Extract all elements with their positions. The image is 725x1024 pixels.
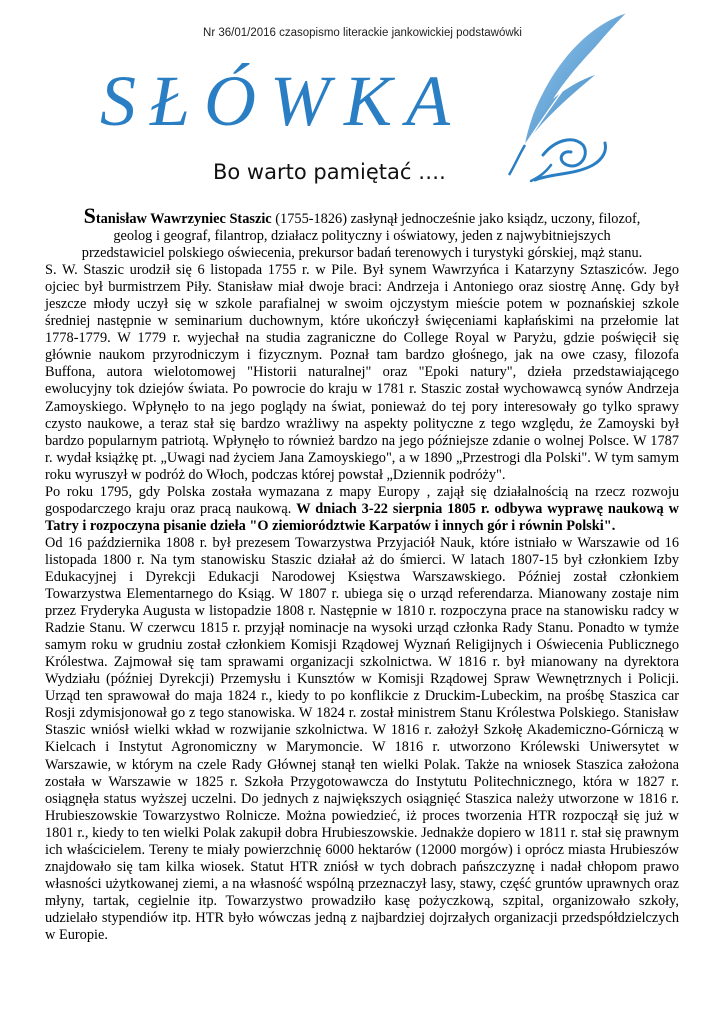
lead-name: tanisław Wawrzyniec Staszic: [95, 211, 272, 227]
paragraph-3: Od 16 października 1808 r. był prezesem Towarzystwa Przyjaciół Nauk, które istniało w Warszawie od 16 listopada 1800 r. Na tym stanowisku Staszic działał aż do śmierci. W latach 1807-15 był członkiem Izby Edukacyjnej i Dyrekcji Edukacji Narodowej Księstwa Warszawskiego. Później został członkiem Towarzystwa Elementarnego do Ksiąg. W 1807 r. ubiega się o urząd referendarza. Mianowany zostaje nim przez Fryderyka Augusta w listopadzie 1808 r. Następnie w 1810 r. rozpoczyna prace na stanowisku radcy w Radzie Stanu. W czerwcu 1815 r. przyjął nominacje na wysoki urząd członka Rady Stanu. Ponadto w tymże samym roku w grudniu został członkiem Komisji Rządowej Wyznań Religijnych i Oświecenia Publicznego Królestwa. Zajmował się tam sprawami organizacji szkolnictwa. W 1816 r. był mianowany na dyrektora Wydziału (później Dyrekcji) Przemysłu i Kunsztów w Komisji Rządowej Spraw Wewnętrznych i Policji. Urząd ten sprawował do maja 1824 r., kiedy to po konflikcie z Druckim-Lubeckim, na prośbę Staszica car Rosji zdymisjonował go z tego stanowiska. W 1824 r. został ministrem Stanu Królestwa Polskiego. Stanisław Staszic wniósł wielki wkład w rozwijanie szkolnictwa. W 1816 r. założył Szkołę Akademiczno-Górniczą w Kielcach i Instytut Agronomiczny w Marymoncie. W 1816 r. utworzono Królewski Uniwersytet w Warszawie, w którym na czele Rady Głównej stanął ten wielki Polak. Także na wniosek Staszica założona została w Warszawie w 1825 r. Szkoła Przygotowawcza do Instytutu Politechnicznego, która w 1827 r. osiągnęła status wyższej uczelni. Do jednych z największych osiągnięć Staszica należy utworzone w 1816 r. Hrubieszowskie Towarzystwo Rolnicze. Można powiedzieć, iż proces tworzenia HTR rozpoczął się już w 1801 r., kiedy to ten wielki Polak zakupił dobra Hrubieszowskie. Jednakże dopiero w 1811 r. stał się prawnym ich właścicielem. Tereny te miały powierzchnię 6000 hektarów (12000 morgów) i oprócz miasta Hrubieszów znajdowało się tam kilka wiosek. Statut HTR zniósł w tych dobrach pańszczyznę i nadał chłopom prawo własności użytkowanej ziemi, a na własność wspólną przeznaczył lasy, stawy, część gruntów uprawnych oraz młyny, tartak, cegielnie itp. Towarzystwo prowadziło kasę pożyczkową, szpital, organizowało szkoły, udzielało stypendiów itp. HTR było wówczas jedną z najbardziej dojrzałych organizacji przedspółdzielczych w Europie.: [45, 534, 679, 943]
lead-line-1-rest: (1755-1826) zasłynął jednocześnie jako ksiądz, uczony, filozof,: [271, 211, 641, 227]
issue-line: Nr 36/01/2016 czasopismo literackie jankowickiej podstawówki: [203, 27, 522, 39]
subtitle: Bo warto pamiętać ….: [213, 160, 446, 184]
paragraph-2-start: Po roku 1795, gdy Polska została wymazana z mapy Europy , zajął się działalnością na rzecz rozwoju gospodarczego kraju oraz pracą naukową.: [45, 483, 679, 517]
article: [45, 203, 679, 944]
lead-line-1: [45, 203, 679, 228]
masthead-title: SŁÓWKA: [100, 61, 465, 141]
paragraph-1: S. W. Staszic urodził się 6 listopada 1755 r. w Pile. Był synem Wawrzyńca i Katarzyny Sztasziców. Jego ojciec był burmistrzem Piły. Stanisław miał dwoje braci: Andrzeja i Antoniego oraz siostrę Annę. Gdy był jeszcze młody uczył się w szkole parafialnej w swoim ojczystym mieście potem w poznańskiej szkole średniej następnie w seminarium duchownym, które ukończył święceniami kapłańskimi na przełomie lat 1778-1779. W 1779 r. wyjechał na studia zagraniczne do College Royal w Paryżu, gdzie poświęcił się głównie naukom przyrodniczym i fizycznym. Poznał tam bardzo głośnego, jak na owe czasy, filozofa Buffona, autora wielotomowej "Historii naturalnej" oraz "Epoki natury", dzieła przedstawiającego ewolucyjny tok dziejów świata. Po powrocie do kraju w 1781 r. Staszic został wychowawcą synów Andrzeja Zamoyskiego. Wpłynęło to na jego poglądy na świat, ponieważ do tej pory interesowały go tylko sprawy czysto naukowe, a teraz stał się bardzo wrażliwy na aspekty polityczne z tego względu, że Zamoyski był bardzo popularnym patriotą. Wpłynęło to również bardzo na jego późniejsze zdanie o wolnej Polsce. W 1787 r. wydał książkę pt. „Uwagi nad życiem Jana Zamoyskiego", a w 1890 „Przestrogi dla Polski". W tym samym roku wyruszył w podróż do Włoch, podczas której powstał „Dziennik podróży".: [45, 262, 679, 483]
lead-line-3: przedstawiciel polskiego oświecenia, prekursor badań terenowych i turystyki górskiej, mąż stanu.: [81, 245, 643, 262]
paragraph-2-bold: W dniach 3-22 sierpnia 1805 r. odbywa wyprawę naukową w Tatry i rozpoczyna pisanie dzieła "O ziemiorództwie Karpatów i innych gór i równin Polski".: [45, 500, 679, 534]
paragraph-2: [45, 484, 679, 535]
drop-cap: S: [83, 203, 96, 228]
feather-quill-icon: [495, 5, 635, 190]
lead-line-2: geolog i geograf, filantrop, działacz polityczny i oświatowy, jeden z najwybitniejszych: [113, 228, 611, 245]
article-body: [45, 262, 679, 944]
article-lead: [45, 203, 679, 262]
